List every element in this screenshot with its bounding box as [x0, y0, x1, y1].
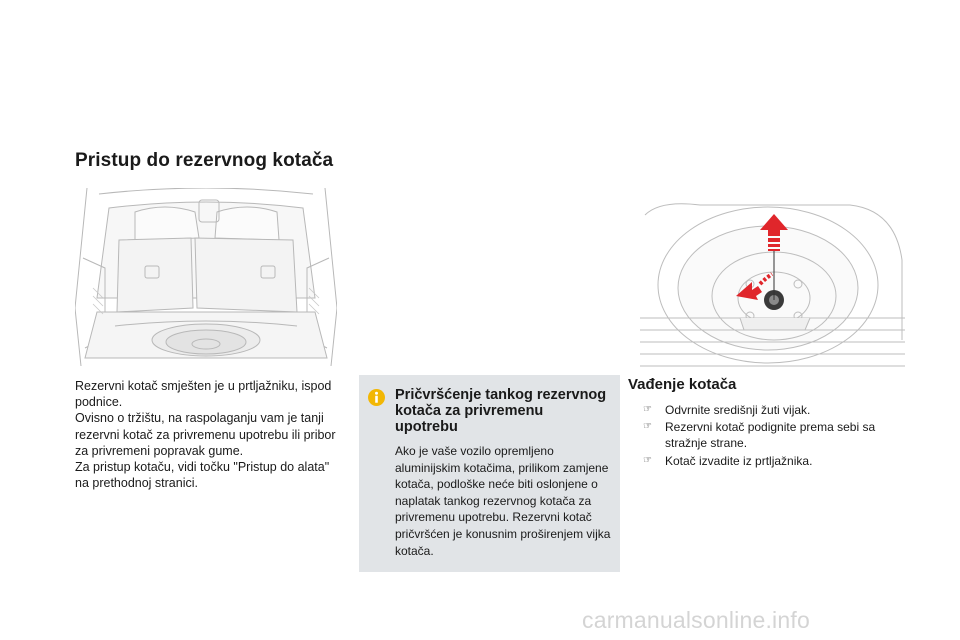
list-item [643, 419, 908, 451]
step-text: Kotač izvadite iz prtljažnika. [665, 453, 813, 468]
info-box-title: Pričvršćenje tankog rezervnog kotača za privremenu upotrebu [395, 387, 607, 435]
pointing-hand-icon: ☞ [643, 404, 652, 415]
watermark: carmanualsonline.info [582, 607, 810, 633]
info-box-body: Ako je vaše vozilo opremljeno aluminijskim kotačima, prilikom zamjene kotača, podloške neće biti oslonjene o naplatak tankog rezervnog kotača za privremenu upotrebu. Rezervni kotač pričvršćen je konusnim proširenjem vijka kotača. [395, 444, 611, 558]
page-title: Pristup do rezervnog kotača [75, 150, 334, 171]
removal-section-title: Vađenje kotača [628, 376, 737, 393]
intro-paragraph: Za pristup kotaču, vidi točku "Pristup do alata" na prethodnoj stranici. [75, 460, 330, 491]
pointing-hand-icon: ☞ [643, 454, 652, 466]
step-text: Rezervni kotač podignite prema sebi sa stražnje strane. [665, 420, 876, 451]
intro-paragraph: Ovisno o tržištu, na raspolaganju vam je tanji rezervni kotač za privremenu upotrebu ili pribor za privremeni popravak gume. [75, 411, 336, 458]
list-item [643, 402, 908, 418]
step-text: Odvrnite središnji žuti vijak. [665, 403, 811, 417]
list-item [643, 453, 908, 469]
wheel-removal-illustration [640, 200, 905, 370]
trunk-illustration [75, 188, 337, 366]
info-box [359, 375, 620, 572]
pointing-hand-icon: ☞ [643, 421, 652, 433]
removal-steps-list [643, 402, 908, 470]
intro-paragraph: Rezervni kotač smješten je u prtljažniku, ispod podnice. [75, 379, 332, 410]
info-icon [368, 389, 385, 406]
intro-text [75, 378, 345, 491]
